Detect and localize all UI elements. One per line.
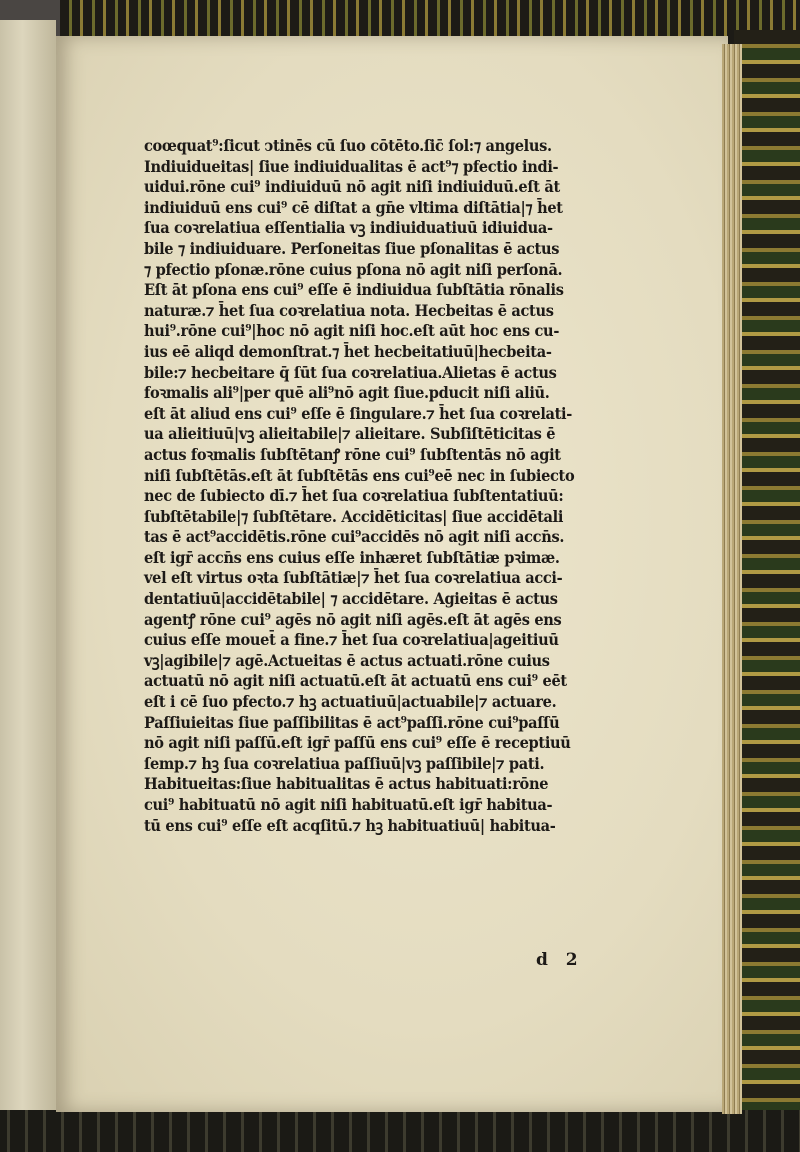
text-line: foꝛmalis ali⁹|per quē ali⁹nō agit ſiue.pducit niſi aliū. — [144, 383, 550, 403]
text-line: niſi ſubſtētās.eſt āt ſubſtētās ens cui⁹eē nec in ſubiecto — [144, 465, 575, 485]
text-line: vꝫ|agibile|⁊ agē.Actueitas ē actus actuati.rōne cuius — [144, 650, 550, 670]
text-line: nec de ſubiecto dī.⁊ h̄et ſua coꝛrelatiua ſubſtentatiuū: — [144, 486, 564, 506]
text-line: cui⁹ habituatū nō agit niſi habituatū.eſt igr̄ habitua- — [144, 795, 553, 814]
book-page — [56, 36, 728, 1112]
text-line: Indiuidueitas| ſiue indiuidualitas ē act⁹⁊ pfectio indi- — [144, 156, 559, 176]
text-line: ius eē aliqd demonſtrat.⁊ h̄et hecbeitatiuū|hecbeita- — [144, 341, 552, 361]
text-line: eſt āt aliud ens cui⁹ eſſe ē ſingulare.⁊ h̄et ſua coꝛrelati- — [144, 403, 572, 423]
bottom-decorative-border — [0, 1110, 800, 1152]
text-line: uidui.rōne cui⁹ indiuiduū nō agit niſi indiuiduū.eſt āt — [144, 177, 560, 197]
text-line: ua alieitiuū|vꝫ alieitabile|⁊ alieitare. Subſiſtēticitas ē — [144, 424, 556, 444]
text-line: vel eſt virtus oꝛta ſubſtātiæ|⁊ h̄et ſua coꝛrelatiua acci- — [144, 568, 563, 588]
right-decorative-border — [734, 30, 800, 1120]
text-line: cuius eſſe mouet̄ a fine.⁊ h̄et ſua coꝛrelatiua|ageitiuū — [144, 630, 559, 650]
facing-page-edge — [0, 20, 56, 1120]
text-line: eſt i cē ſuo pfecto.⁊ hꝫ actuatiuū|actuabile|⁊ actuare. — [144, 692, 557, 712]
text-line: coœquat⁹:ſicut ↄtinēs cū ſuo cōtēto.ſic̄ ſol:⁊ angelus. — [144, 136, 552, 155]
signature-mark: d 2 — [536, 950, 584, 970]
page-text-block — [144, 136, 664, 836]
text-line: dentatiuū|accidētabile| ⁊ accidētare. Agieitas ē actus — [144, 589, 558, 609]
text-line: ſubſtētabile|⁊ ſubſtētare. Accidēticitas| ſiue accidētali — [144, 506, 564, 526]
text-line: ⁊ pfectio pſonæ.rōne cuius pſona nō agit niſi perſonā. — [144, 259, 563, 279]
page-edges-stack — [722, 44, 742, 1114]
text-line: Paſſiuieitas ſiue paſſibilitas ē act⁹paſſi.rōne cui⁹paſſū — [144, 712, 560, 732]
text-line: agentꝭ rōne cui⁹ agēs nō agit niſi agēs.eſt āt agēs ens — [144, 609, 562, 629]
text-line: hui⁹.rōne cui⁹|hoc nō agit niſi hoc.eſt aūt hoc ens cu- — [144, 321, 560, 341]
text-line: Habitueitas:ſiue habitualitas ē actus habituati:rōne — [144, 774, 549, 794]
text-line: bile ⁊ indiuiduare. Perſoneitas ſiue pſonalitas ē actus — [144, 238, 560, 258]
text-line: actuatū nō agit niſi actuatū.eſt āt actuatū ens cui⁹ eēt — [144, 671, 567, 691]
text-line: bile:⁊ hecbeitare q̄ ſūt ſua coꝛrelatiua.Alietas ē actus — [144, 362, 557, 382]
text-line: indiuiduū ens cui⁹ cē diſtat a gn̄e vltima diſtātia|⁊ h̄et — [144, 197, 563, 217]
text-line: actus foꝛmalis ſubſtētanꝭ rōne cui⁹ ſubſtentās nō agit — [144, 444, 561, 464]
text-line: nō agit niſi paſſū.eſt igr̄ paſſū ens cui⁹ eſſe ē receptiuū — [144, 733, 571, 753]
text-line: naturæ.⁊ h̄et ſua coꝛrelatiua nota. Hecbeitas ē actus — [144, 300, 554, 320]
text-line: Eſt āt pſona ens cui⁹ eſſe ē indiuidua ſubſtātia rōnalis — [144, 280, 564, 300]
text-line: ſua coꝛrelatiua eſſentialia vꝫ indiuiduatiuū idiuidua- — [144, 218, 553, 238]
text-line: tas ē act⁹accidētis.rōne cui⁹accidēs nō agit niſi accn̄s. — [144, 527, 565, 547]
text-line: ſemp.⁊ hꝫ ſua coꝛrelatiua paſſiuū|vꝫ paſſibile|⁊ pati. — [144, 753, 545, 773]
text-line: tū ens cui⁹ eſſe eſt acqſitū.⁊ hꝫ habituatiuū| habitua- — [144, 815, 556, 835]
text-line: eſt igr̄ accn̄s ens cuius eſſe inhæret ſubſtātiæ pꝛimæ. — [144, 547, 560, 567]
